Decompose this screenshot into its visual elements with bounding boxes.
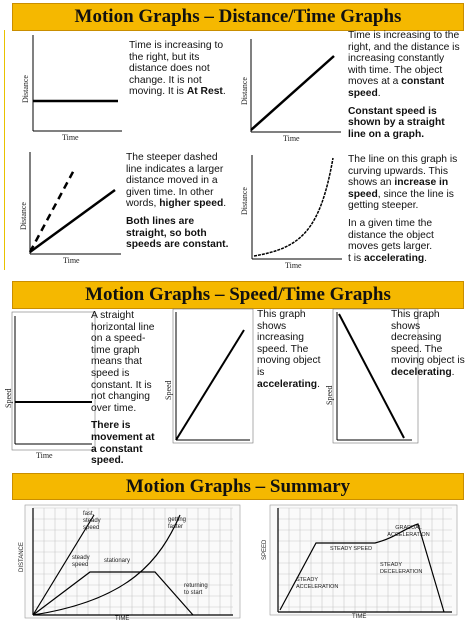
- label-getting-faster: getting faster: [168, 517, 187, 530]
- speed-time-title: Motion Graphs – Speed/Time Graphs: [85, 284, 391, 305]
- graph-st-accelerating: [173, 309, 253, 443]
- curve-line: [254, 158, 333, 256]
- emph-accelerating: accelerating: [364, 252, 425, 264]
- label-stationary: stationary: [104, 558, 131, 564]
- graph-at-rest: [33, 35, 122, 131]
- note-constant-speed: Constant speed is shown by a straight line on a graph.: [348, 105, 445, 140]
- note-movement-constant: There is movement at a constant speed.: [91, 420, 155, 467]
- summary-speed-time-graph: [270, 505, 457, 615]
- text-constant-speed: Time is increasing to the right, and the distance is increasing constantly with time. The object moves at a constant speed. Constant speed is shown by a straight line on a graph.: [348, 30, 460, 140]
- label-steady-decel: STEADY DECELERATION: [380, 562, 423, 575]
- text-curving: The line on this graph is curving upwards. This shows an increase in speed, since the line is getting steeper. In a given time the distance the object moves gets larger. t is accelerating.: [348, 154, 458, 264]
- constant-line: [251, 56, 334, 130]
- label-fast-steady: fast, steady speed: [83, 511, 101, 531]
- summary-distance-time-graph: [25, 505, 240, 618]
- text-at-rest: Time is increasing to the right, but its distance does not change. It is not moving. It is At Rest.: [129, 40, 226, 98]
- ylabel: Speed: [164, 380, 173, 400]
- graph-curving-up: [252, 155, 342, 259]
- xlabel: Time: [62, 133, 79, 142]
- summary-ylabel: DISTANCE: [19, 542, 25, 572]
- emph-constant-speed: constant speed: [348, 76, 445, 99]
- summary-xlabel: TIME: [352, 614, 367, 620]
- solid-line: [30, 190, 115, 252]
- label-steady-speed: STEADY SPEED: [330, 546, 373, 552]
- emph-at-rest: At Rest: [186, 86, 223, 98]
- ylabel: Speed: [4, 388, 13, 408]
- text-st-accel: This graph shows increasing speed. The moving object is accelerating.: [257, 309, 321, 390]
- note-both-constant: Both lines are straight, so both speeds are constant.: [126, 215, 229, 251]
- ylabel: Distance: [240, 187, 249, 215]
- ylabel: Distance: [240, 77, 249, 105]
- graph-steeper-dashed: [30, 152, 121, 254]
- text-steeper: The steeper dashed line indicates a larger distance moved in a given time. In other words, higher speed. Both lines are straight, so both speeds are constant.: [126, 152, 229, 251]
- ylabel: Distance: [21, 75, 30, 103]
- xlabel: Time: [63, 256, 80, 265]
- text-st-constant: A straight horizontal line on a speed-time graph means that speed is constant. It is not changing over time. There is movement at a constant speed.: [91, 310, 155, 467]
- ylabel: Distance: [19, 202, 28, 230]
- emph-st-decelerating: decelerating: [391, 366, 452, 378]
- xlabel: Time: [36, 451, 53, 460]
- emph-st-accelerating: accelerating: [257, 378, 318, 390]
- summary-title: Motion Graphs – Summary: [125, 476, 351, 497]
- dashed-line: [30, 170, 74, 252]
- label-returning: returning to start: [184, 583, 208, 596]
- distance-time-title: Motion Graphs – Distance/Time Graphs: [74, 6, 402, 27]
- label-gradual-accel: GRADUAL ACCELERATION: [387, 525, 430, 538]
- text-st-decel: This graph shows decreasing speed. The moving object is decelerating.: [391, 309, 465, 378]
- emph-increase-speed: increase in speed: [348, 177, 449, 200]
- accel-line: [176, 330, 244, 440]
- frame: [25, 505, 240, 618]
- frame: [173, 309, 253, 443]
- frame: [12, 312, 95, 450]
- xlabel: Time: [285, 261, 302, 270]
- ylabel: Speed: [325, 385, 334, 405]
- label-steady-speed: steady speed: [72, 555, 90, 568]
- summary-xlabel: TIME: [115, 616, 130, 622]
- emph-higher-speed: higher speed: [159, 198, 224, 210]
- graph-constant-speed: [251, 39, 341, 132]
- summary-ylabel: SPEED: [262, 539, 268, 560]
- xlabel: Time: [283, 134, 300, 143]
- label-steady-accel: STEADY ACCELERATION: [296, 577, 339, 590]
- graph-st-constant: [12, 312, 95, 450]
